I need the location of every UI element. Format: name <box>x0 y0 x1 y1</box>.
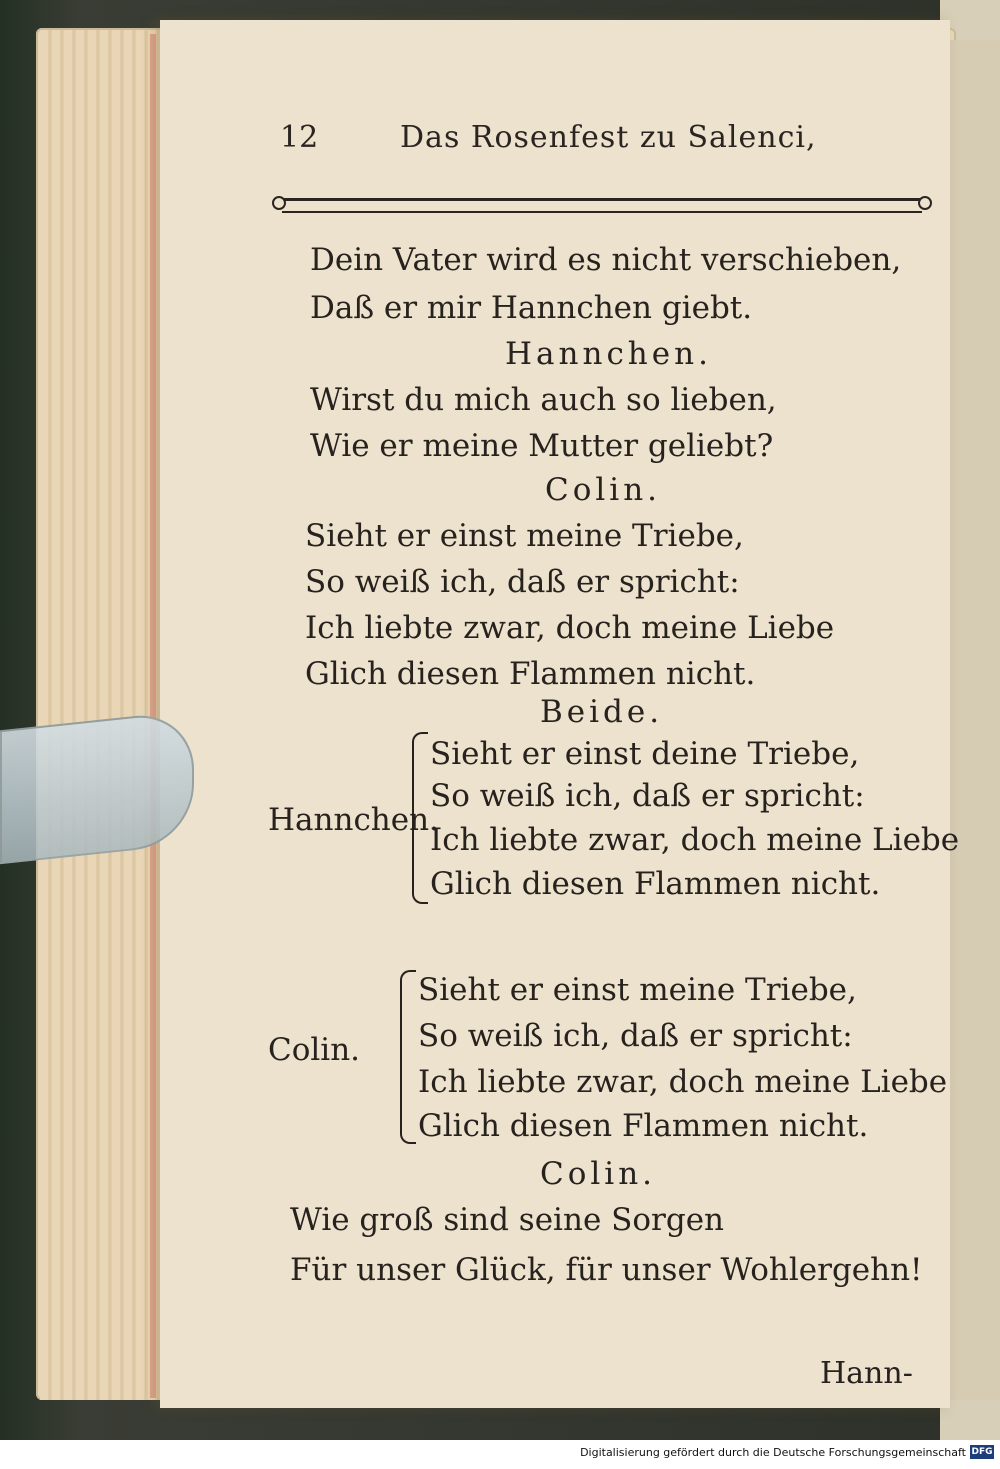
verse-line: Für unser Glück, für unser Wohlergehn! <box>290 1252 923 1288</box>
running-title: Das Rosenfest zu Salenci, <box>400 120 817 155</box>
rule-ornament-right <box>918 196 932 210</box>
verse-line: Wirst du mich auch so lieben, <box>310 382 777 418</box>
catchword: Hann- <box>820 1356 913 1391</box>
verse-line: Wie groß sind seine Sorgen <box>290 1202 725 1238</box>
brace-speaker-label: Colin. <box>268 1032 361 1068</box>
page-number: 12 <box>280 120 319 155</box>
verse-line: Ich liebte zwar, doch meine Liebe <box>305 610 835 646</box>
verse-line: Sieht er einst meine Triebe, <box>418 972 857 1008</box>
brace <box>400 970 416 1144</box>
brace <box>412 732 428 904</box>
verse-line: Daß er mir Hannchen giebt. <box>310 290 753 326</box>
verse-line: Wie er meine Mutter geliebt? <box>310 428 774 464</box>
verse-line: Sieht er einst deine Triebe, <box>430 736 860 772</box>
brace-speaker-label: Hannchen. <box>268 802 439 838</box>
speaker-name: Hannchen. <box>505 336 712 372</box>
funding-credit: Digitalisierung gefördert durch die Deutsche Forschungsgemeinschaft <box>580 1446 966 1459</box>
page-header <box>280 120 960 170</box>
header-rule <box>282 198 922 213</box>
verse-line: Ich liebte zwar, doch meine Liebe <box>418 1064 948 1100</box>
book-page <box>160 20 960 1408</box>
verse-line: Ich liebte zwar, doch meine Liebe <box>430 822 960 858</box>
speaker-name: Beide. <box>540 694 664 730</box>
verse-line: Glich diesen Flammen nicht. <box>430 866 881 902</box>
verse-line: So weiß ich, daß er spricht: <box>430 778 865 814</box>
verse-line: Glich diesen Flammen nicht. <box>418 1108 869 1144</box>
verse-line: Dein Vater wird es nicht verschieben, <box>310 242 902 278</box>
rule-ornament-left <box>272 196 286 210</box>
verse-line: Sieht er einst meine Triebe, <box>305 518 744 554</box>
verse-line: Glich diesen Flammen nicht. <box>305 656 756 692</box>
speaker-name: Colin. <box>540 1156 657 1192</box>
verse-line: So weiß ich, daß er spricht: <box>305 564 740 600</box>
speaker-name: Colin. <box>545 472 662 508</box>
facing-page <box>945 40 1000 1400</box>
verse-line: So weiß ich, daß er spricht: <box>418 1018 853 1054</box>
dfg-logo: DFG <box>971 1447 993 1457</box>
